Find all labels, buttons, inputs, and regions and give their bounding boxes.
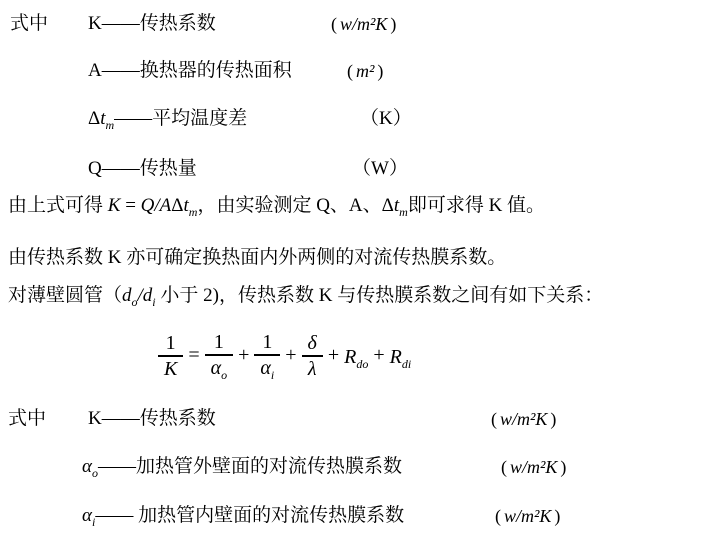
slash: / bbox=[137, 285, 143, 306]
definitions-prefix: 式中 bbox=[8, 408, 47, 429]
definition-text: ——传热系数 bbox=[101, 13, 216, 34]
unit-w-m2K bbox=[498, 455, 569, 479]
unit-text: K bbox=[379, 108, 393, 129]
plus-sign: + bbox=[285, 344, 297, 366]
unit-text: w/m²K bbox=[500, 409, 548, 429]
definitions-prefix: 式中 bbox=[10, 13, 49, 34]
plus-sign: + bbox=[373, 344, 385, 366]
symbol-K: K bbox=[88, 13, 102, 34]
heat-transfer-resistance-formula bbox=[158, 330, 411, 382]
paren-open: （ bbox=[352, 158, 372, 179]
subscript-o: o bbox=[221, 367, 228, 382]
t-symbol: t bbox=[183, 195, 189, 216]
definition-text: ——平均温度差 bbox=[114, 108, 248, 129]
subscript-do: do bbox=[356, 356, 369, 371]
unit-text: w/m²K bbox=[504, 506, 552, 526]
unit-m2 bbox=[344, 59, 386, 83]
definition-text: ——换热器的传热面积 bbox=[101, 60, 292, 81]
numerator: 1 bbox=[165, 332, 176, 355]
paren-open: ( bbox=[495, 506, 501, 526]
text-run: 由上式可得 bbox=[8, 195, 108, 216]
fraction-delta-over-lambda bbox=[302, 332, 323, 379]
subscript-i: i bbox=[91, 514, 96, 529]
denominator bbox=[205, 356, 234, 381]
definition-text: ——传热系数 bbox=[101, 408, 216, 429]
paren-close: ) bbox=[377, 61, 384, 81]
equals-sign: = bbox=[120, 195, 141, 216]
numerator: 1 bbox=[262, 331, 273, 354]
paren-close: ) bbox=[560, 457, 567, 477]
unit-text: w/m²K bbox=[340, 14, 388, 34]
symbol-K-definition bbox=[88, 407, 216, 431]
delta-symbol: Δ bbox=[381, 195, 394, 216]
symbol-alpha-i-definition bbox=[82, 504, 404, 528]
symbol-Q: Q bbox=[88, 158, 102, 179]
subscript-i: i bbox=[152, 294, 156, 309]
denominator bbox=[254, 356, 280, 381]
math-d-inner: d bbox=[142, 285, 153, 306]
subscript-di: di bbox=[401, 356, 412, 371]
delta-symbol: Δ bbox=[88, 108, 101, 129]
unit-text: W bbox=[371, 158, 389, 179]
t-symbol: t bbox=[393, 195, 400, 216]
subscript-m: m bbox=[399, 204, 408, 219]
fraction-1-over-alpha-o bbox=[205, 331, 234, 380]
text-run: 小于 2)，传热系数 K 与传热膜系数之间有如下关系： bbox=[155, 285, 604, 306]
subscript-i: i bbox=[270, 367, 275, 382]
definition-text: ——传热量 bbox=[101, 158, 197, 179]
delta-symbol: Δ bbox=[171, 195, 184, 216]
fraction-1-over-K bbox=[158, 332, 183, 379]
definition-row-alpha-i bbox=[0, 504, 708, 528]
paren-close: ） bbox=[388, 158, 408, 179]
math-Q-over-A: Q/A bbox=[140, 195, 172, 216]
paragraph-thin-wall-tube bbox=[8, 284, 603, 308]
paragraph-film-coefficients: 由传热系数 K 亦可确定换热面内外两侧的对流传热膜系数。 bbox=[8, 247, 507, 268]
symbol-K: K bbox=[88, 408, 102, 429]
unit-text: m² bbox=[356, 61, 375, 81]
paren-open: ( bbox=[491, 409, 497, 429]
R-symbol: R bbox=[344, 345, 357, 368]
alpha-symbol: α bbox=[260, 356, 271, 379]
symbol-K-definition bbox=[88, 12, 216, 36]
definition-row-Q bbox=[0, 157, 708, 181]
numerator: 1 bbox=[213, 331, 224, 354]
fouling-resistance-Rdo bbox=[344, 345, 368, 370]
paren-open: ( bbox=[347, 61, 353, 81]
definition-row-delta-tm bbox=[0, 107, 708, 131]
t-symbol: t bbox=[100, 108, 106, 129]
math-K: K bbox=[107, 195, 121, 216]
text-run: ，由实验测定 Q、A、 bbox=[197, 195, 382, 216]
paren-open: ( bbox=[331, 14, 337, 34]
paren-close: ） bbox=[392, 108, 412, 129]
alpha-symbol: α bbox=[82, 505, 92, 526]
subscript-o: o bbox=[131, 294, 138, 309]
unit-text: w/m²K bbox=[510, 457, 558, 477]
paren-close: ) bbox=[550, 409, 557, 429]
definition-row-K bbox=[0, 12, 708, 36]
definition-row-alpha-o bbox=[0, 455, 708, 479]
subscript-m: m bbox=[188, 204, 198, 219]
unit-K bbox=[360, 107, 412, 131]
definition-row-K-bottom bbox=[0, 407, 708, 431]
R-symbol: R bbox=[389, 345, 402, 368]
plus-sign: + bbox=[238, 344, 250, 366]
paren-open: （ bbox=[360, 108, 380, 129]
text-run: 即可求得 K 值。 bbox=[407, 195, 546, 216]
math-d-outer: d bbox=[122, 285, 132, 306]
equals-sign: = bbox=[188, 344, 200, 366]
unit-w-m2K bbox=[328, 12, 399, 36]
symbol-Q-definition bbox=[88, 157, 197, 181]
paragraph-derive-K bbox=[8, 194, 545, 218]
paren-close: ) bbox=[390, 14, 397, 34]
unit-w-m2K bbox=[488, 407, 559, 431]
definition-text: —— 加热管内壁面的对流传热膜系数 bbox=[95, 505, 405, 526]
denominator: K bbox=[164, 357, 178, 380]
subscript-o: o bbox=[91, 465, 98, 480]
alpha-symbol: α bbox=[210, 356, 222, 379]
unit-W bbox=[352, 157, 408, 181]
symbol-alpha-o-definition bbox=[82, 455, 402, 479]
plus-sign: + bbox=[327, 344, 340, 366]
symbol-A: A bbox=[88, 60, 102, 81]
unit-w-m2K bbox=[492, 504, 563, 528]
text-run: 对薄壁圆管（ bbox=[8, 285, 123, 306]
paren-open: ( bbox=[501, 457, 507, 477]
denominator: λ bbox=[307, 357, 317, 380]
alpha-symbol: α bbox=[82, 456, 92, 477]
definition-text: ——加热管外壁面的对流传热膜系数 bbox=[97, 456, 402, 477]
paren-close: ) bbox=[554, 506, 561, 526]
fraction-1-over-alpha-i bbox=[254, 331, 280, 380]
subscript-m: m bbox=[105, 117, 115, 132]
symbol-delta-tm-definition bbox=[88, 107, 247, 131]
numerator: δ bbox=[307, 332, 317, 355]
symbol-A-definition bbox=[88, 59, 292, 83]
fouling-resistance-Rdi bbox=[390, 345, 412, 370]
definition-row-A bbox=[0, 59, 708, 83]
